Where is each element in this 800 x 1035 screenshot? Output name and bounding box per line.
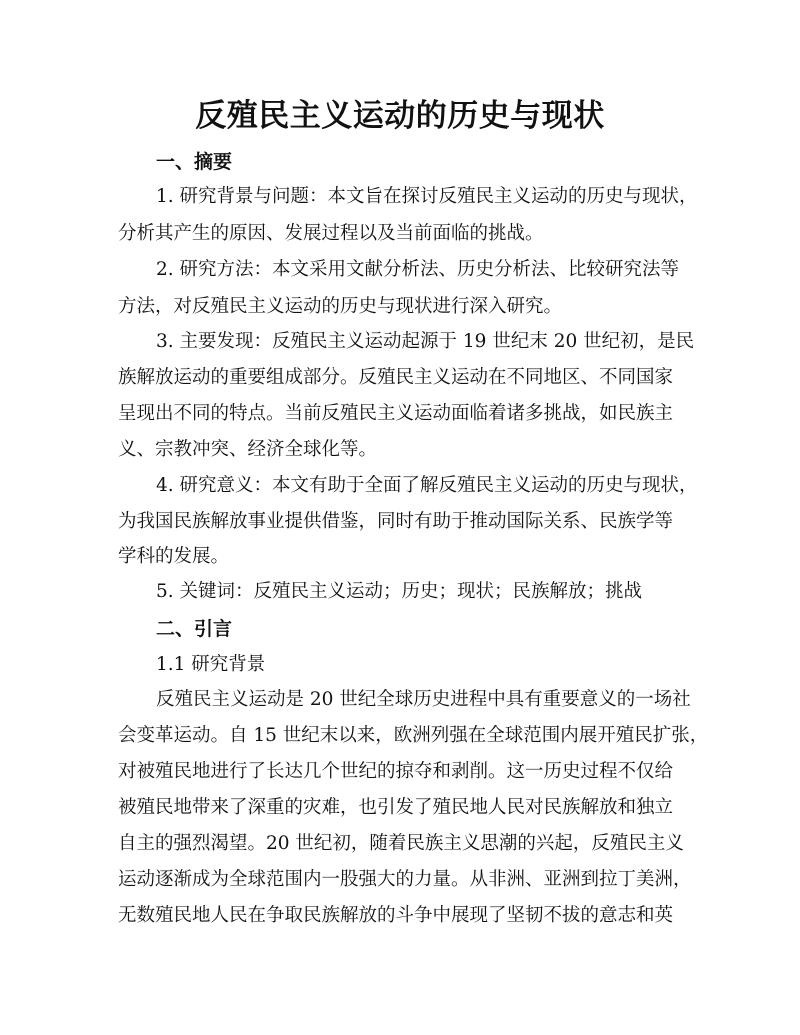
background-paragraph-line-4: 被殖民地带来了深重的灾难，也引发了殖民地人民对民族解放和独立 [118,797,674,818]
subsection-heading-background: 1.1 研究背景 [156,654,266,675]
abstract-item-1-line-1: 1. 研究背景与问题：本文旨在探讨反殖民主义运动的历史与现状， [156,186,698,207]
abstract-item-3-line-2: 族解放运动的重要组成部分。反殖民主义运动在不同地区、不同国家 [118,367,674,388]
abstract-item-4-line-1: 4. 研究意义：本文有助于全面了解反殖民主义运动的历史与现状， [156,475,698,496]
background-paragraph-line-1: 反殖民主义运动是 20 世纪全球历史进程中具有重要意义的一场社 [156,689,691,710]
abstract-item-3-line-1: 3. 主要发现：反殖民主义运动起源于 19 世纪末 20 世纪初，是民 [156,331,695,352]
abstract-item-3-line-4: 义、宗教冲突、经济全球化等。 [118,439,378,460]
abstract-item-3-line-3: 呈现出不同的特点。当前反殖民主义运动面临着诸多挑战，如民族主 [118,403,674,424]
abstract-item-5-keywords: 5. 关键词：反殖民主义运动；历史；现状；民族解放；挑战 [156,581,643,602]
section-heading-abstract: 一、摘要 [156,151,233,173]
abstract-item-4-line-2: 为我国民族解放事业提供借鉴，同时有助于推动国际关系、民族学等 [118,511,674,532]
abstract-item-2-line-2: 方法，对反殖民主义运动的历史与现状进行深入研究。 [118,296,563,317]
abstract-item-4-line-3: 学科的发展。 [118,546,230,567]
background-paragraph-line-2: 会变革运动。自 15 世纪末以来，欧洲列强在全球范围内展开殖民扩张， [118,725,709,746]
abstract-item-2-line-1: 2. 研究方法：本文采用文献分析法、历史分析法、比较研究法等 [156,259,680,280]
background-paragraph-line-7: 无数殖民地人民在争取民族解放的斗争中展现了坚韧不拔的意志和英 [118,905,674,926]
background-paragraph-line-3: 对被殖民地进行了长达几个世纪的掠夺和剥削。这一历史过程不仅给 [118,761,674,782]
page-title: 反殖民主义运动的历史与现状 [195,98,605,134]
section-heading-introduction: 二、引言 [156,618,233,640]
background-paragraph-line-5: 自主的强烈渴望。20 世纪初，随着民族主义思潮的兴起，反殖民主义 [118,833,684,854]
background-paragraph-line-6: 运动逐渐成为全球范围内一股强大的力量。从非洲、亚洲到拉丁美洲， [118,869,692,890]
abstract-item-1-line-2: 分析其产生的原因、发展过程以及当前面临的挑战。 [118,223,544,244]
